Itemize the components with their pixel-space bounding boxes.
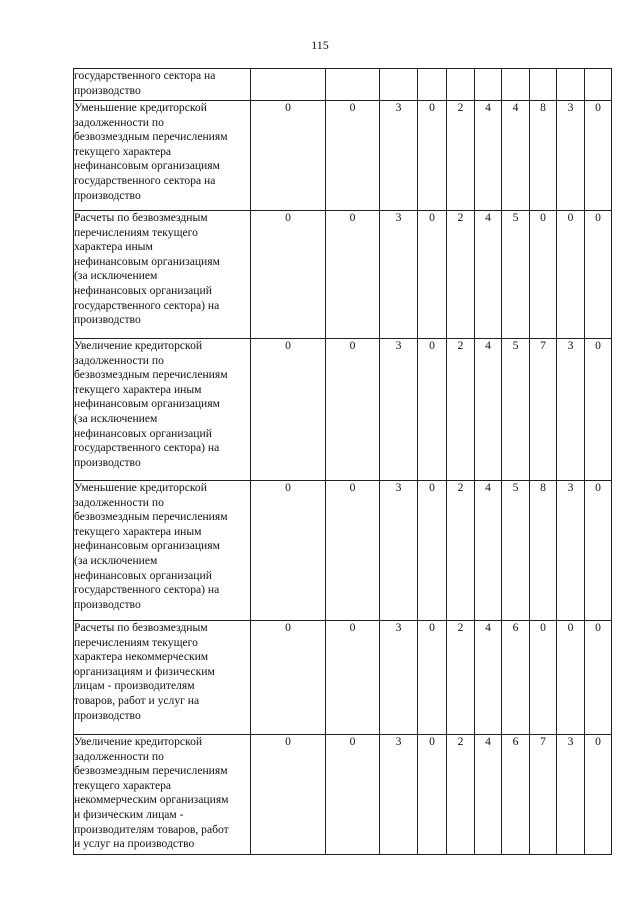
code-digit-cell (251, 69, 326, 101)
code-digit-cell: 0 (326, 621, 380, 735)
row-label-line: Увеличение кредиторской (74, 339, 203, 352)
code-digit-cell: 0 (557, 211, 585, 339)
code-digit-cell (585, 69, 612, 101)
code-digit-cell: 4 (475, 211, 502, 339)
code-digit-cell: 3 (380, 621, 418, 735)
code-digit-cell: 3 (557, 101, 585, 211)
row-label-line: государственного сектора) на (74, 441, 220, 455)
code-digit-cell: 6 (502, 621, 530, 735)
code-digit-cell: 0 (530, 211, 557, 339)
row-label-line: нефинансовым организациям (74, 159, 220, 173)
code-digit-cell: 0 (326, 211, 380, 339)
code-digit-cell (418, 69, 447, 101)
row-label-line: товаров, работ и услуг на (74, 693, 200, 707)
code-digit-cell: 0 (585, 621, 612, 735)
code-digit-cell: 2 (447, 735, 475, 855)
row-label-cell (74, 339, 251, 481)
table-row (74, 101, 612, 211)
code-digit-cell: 5 (502, 481, 530, 621)
row-label-line: нефинансовым организациям (74, 539, 220, 553)
row-label-line: текущего характера иным (74, 382, 202, 396)
row-label-line: характера некоммерческим (74, 650, 209, 664)
table-row (74, 735, 612, 855)
code-digit-cell: 0 (418, 211, 447, 339)
code-digit-cell: 0 (251, 211, 326, 339)
code-digit-cell: 3 (380, 481, 418, 621)
code-digit-cell: 8 (530, 481, 557, 621)
code-digit-cell: 3 (557, 339, 585, 481)
row-label-line: безвозмездным перечислениям (74, 510, 228, 524)
row-label-cell (74, 735, 251, 855)
table-row (74, 69, 612, 101)
row-label-line: (за исключением (74, 553, 158, 567)
row-label-line: Расчеты по безвозмездным (74, 211, 208, 224)
row-label-line: и физическим лицам - (74, 807, 184, 821)
code-digit-cell: 0 (251, 621, 326, 735)
row-label-line: лицам - производителям (74, 679, 195, 693)
code-digit-cell: 3 (380, 101, 418, 211)
code-digit-cell: 2 (447, 621, 475, 735)
page-number: 115 (311, 38, 329, 52)
row-label-line: государственного сектора) на (74, 298, 220, 312)
budget-classification-table (73, 68, 612, 855)
code-digit-cell: 0 (585, 481, 612, 621)
code-digit-cell (326, 69, 380, 101)
row-label-line: нефинансовых организаций (74, 568, 212, 582)
code-digit-cell: 0 (251, 481, 326, 621)
row-label-line: нефинансовым организациям (74, 254, 220, 268)
row-label-line: некоммерческим организациям (74, 793, 229, 807)
code-digit-cell: 0 (251, 101, 326, 211)
code-digit-cell (447, 69, 475, 101)
code-digit-cell (530, 69, 557, 101)
row-label-line: (за исключением (74, 269, 158, 283)
row-label-line: и услуг на производство (74, 837, 195, 851)
row-label-line: производство (74, 597, 141, 611)
table-body (74, 69, 612, 855)
row-label-cell (74, 211, 251, 339)
code-digit-cell (475, 69, 502, 101)
code-digit-cell: 4 (475, 339, 502, 481)
code-digit-cell: 0 (326, 735, 380, 855)
code-digit-cell: 4 (475, 101, 502, 211)
code-digit-cell: 0 (557, 621, 585, 735)
row-label-line: нефинансовых организаций (74, 426, 212, 440)
code-digit-cell: 5 (502, 211, 530, 339)
row-label-line: производство (74, 83, 141, 97)
code-digit-cell: 2 (447, 481, 475, 621)
code-digit-cell: 4 (502, 101, 530, 211)
code-digit-cell: 0 (585, 735, 612, 855)
code-digit-cell (380, 69, 418, 101)
code-digit-cell: 4 (475, 735, 502, 855)
row-label-line: государственного сектора на (74, 69, 216, 82)
row-label-line: организациям и физическим (74, 664, 215, 678)
row-label-line: текущего характера иным (74, 524, 202, 538)
code-digit-cell: 0 (326, 101, 380, 211)
code-digit-cell: 2 (447, 339, 475, 481)
code-digit-cell: 2 (447, 101, 475, 211)
code-digit-cell: 0 (418, 621, 447, 735)
row-label-cell (74, 621, 251, 735)
code-digit-cell: 4 (475, 481, 502, 621)
row-label-cell (74, 481, 251, 621)
row-label-line: характера иным (74, 240, 153, 254)
row-label-line: безвозмездным перечислениям (74, 368, 228, 382)
row-label-line: производителям товаров, работ (74, 822, 229, 836)
row-label-cell (74, 101, 251, 211)
code-digit-cell: 0 (418, 481, 447, 621)
table-row (74, 211, 612, 339)
row-label-line: Уменьшение кредиторской (74, 481, 207, 494)
code-digit-cell: 3 (380, 211, 418, 339)
code-digit-cell: 0 (530, 621, 557, 735)
code-digit-cell: 0 (418, 339, 447, 481)
code-digit-cell: 0 (326, 481, 380, 621)
table-row (74, 481, 612, 621)
row-label-line: Расчеты по безвозмездным (74, 621, 208, 634)
row-label-line: государственного сектора на (74, 173, 216, 187)
code-digit-cell: 3 (557, 735, 585, 855)
code-digit-cell: 3 (557, 481, 585, 621)
code-digit-cell: 0 (585, 339, 612, 481)
row-label-line: задолженности по (74, 353, 164, 367)
row-label-cell (74, 69, 251, 101)
row-label-line: государственного сектора) на (74, 583, 220, 597)
code-digit-cell: 0 (418, 101, 447, 211)
row-label-line: текущего характера (74, 144, 172, 158)
row-label-line: производство (74, 313, 141, 327)
row-label-line: Увеличение кредиторской (74, 735, 203, 748)
code-digit-cell: 8 (530, 101, 557, 211)
code-digit-cell: 0 (585, 211, 612, 339)
code-digit-cell: 0 (418, 735, 447, 855)
code-digit-cell: 0 (585, 101, 612, 211)
code-digit-cell (557, 69, 585, 101)
code-digit-cell: 5 (502, 339, 530, 481)
row-label-line: производство (74, 455, 141, 469)
code-digit-cell: 3 (380, 735, 418, 855)
row-label-line: нефинансовых организаций (74, 283, 212, 297)
row-label-line: перечислениям текущего (74, 635, 198, 649)
row-label-line: текущего характера (74, 778, 172, 792)
row-label-line: перечислениям текущего (74, 225, 198, 239)
code-digit-cell: 3 (380, 339, 418, 481)
code-digit-cell: 0 (251, 735, 326, 855)
row-label-line: задолженности по (74, 495, 164, 509)
code-digit-cell: 2 (447, 211, 475, 339)
code-digit-cell: 0 (251, 339, 326, 481)
row-label-line: производство (74, 188, 141, 202)
code-digit-cell: 7 (530, 735, 557, 855)
row-label-line: безвозмездным перечислениям (74, 764, 228, 778)
table-row (74, 621, 612, 735)
code-digit-cell: 4 (475, 621, 502, 735)
code-digit-cell: 0 (326, 339, 380, 481)
code-digit-cell (502, 69, 530, 101)
row-label-line: задолженности по (74, 115, 164, 129)
row-label-line: производство (74, 708, 141, 722)
row-label-line: (за исключением (74, 411, 158, 425)
row-label-line: Уменьшение кредиторской (74, 101, 207, 114)
row-label-line: нефинансовым организациям (74, 397, 220, 411)
table-row (74, 339, 612, 481)
row-label-line: безвозмездным перечислениям (74, 130, 228, 144)
row-label-line: задолженности по (74, 749, 164, 763)
code-digit-cell: 6 (502, 735, 530, 855)
code-digit-cell: 7 (530, 339, 557, 481)
